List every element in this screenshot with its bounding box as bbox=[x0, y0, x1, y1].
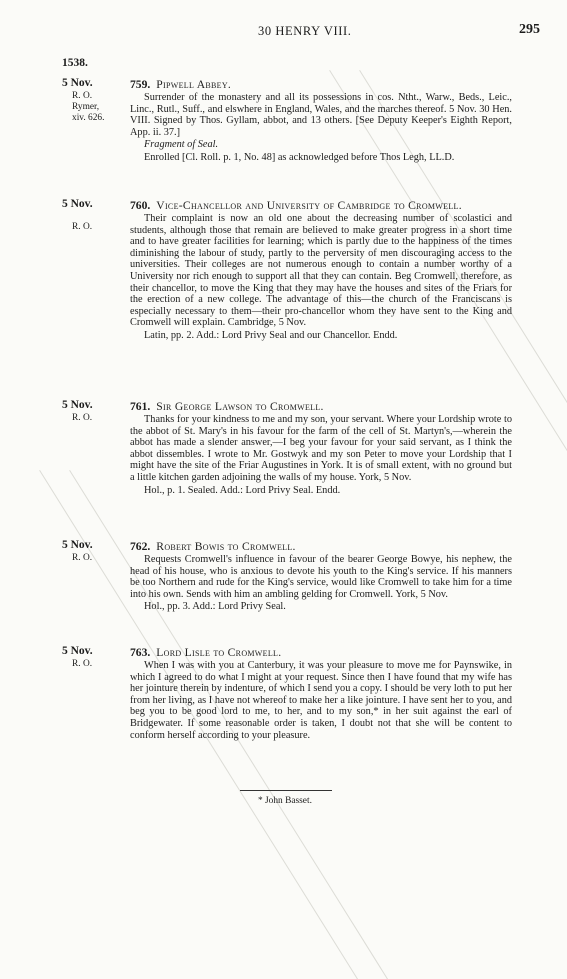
entry-endorsement: Hol., p. 1. Sealed. Add.: Lord Privy Seal. Endd. bbox=[144, 484, 341, 496]
running-header bbox=[0, 24, 567, 40]
entry-text: When I was with you at Canterbury, it was your pleasure to move me for Paynswike, in which I agreed to do what I might at your request. Since then I have found that my wife has her jointure therein by indenture, of which I send you a copy. I should be very loth to put her from her living, as I have not whereof to make her a like jointure. I have sent her to you, and beg you to be good lord to me, to her, and to my son,* in her suit against the earl of Bridgewater. If some reasonable order is taken, I doubt not that she will be content to conform herself according to your pleasure. bbox=[130, 660, 512, 741]
entry-text: Thanks for your kindness to me and my son, your servant. Where your Lordship wrote to the abbot of St. Mary's in his favour for the farm of the cell of St. Martyn's,—wherein the abbot has made a slender answer,—I beg your favour for your said servant, as I think the abbot dissembles. I wrote to Mr. Gostwyk and my son Peter to move your Lordship that I might have the site of the Friar Augustines in York. It is of small extent, with no ground but a little kitchen garden adjoining the walls of my house. York, 5 Nov. bbox=[130, 414, 512, 483]
source-ref: R. O. bbox=[72, 659, 93, 669]
entry-number: 763. bbox=[130, 646, 151, 659]
entry-body bbox=[130, 78, 512, 164]
footnote-rule bbox=[240, 790, 332, 791]
page-number: 295 bbox=[519, 22, 540, 37]
source-ref: xiv. 626. bbox=[72, 113, 105, 123]
entry-date: 5 Nov. bbox=[62, 77, 93, 89]
entry-heading bbox=[130, 646, 512, 659]
entry-date: 5 Nov. bbox=[62, 539, 93, 551]
margin-reference bbox=[62, 78, 120, 124]
entry-number: 761. bbox=[130, 400, 151, 413]
entry-heading bbox=[130, 540, 512, 553]
entry-title: Lord Lisle to Cromwell. bbox=[156, 646, 282, 659]
entry-title: Sir George Lawson to Cromwell. bbox=[156, 400, 324, 413]
entry-number: 762. bbox=[130, 540, 151, 553]
entry-note: Enrolled [Cl. Roll. p. 1, No. 48] as acknowledged before Thos Legh, LL.D. bbox=[144, 151, 455, 163]
entry-body bbox=[130, 540, 512, 613]
entry-heading bbox=[130, 199, 512, 212]
entry-date: 5 Nov. bbox=[62, 645, 93, 657]
entry-heading bbox=[130, 400, 512, 413]
entry-text: Requests Cromwell's influence in favour of the bearer George Bowye, his nephew, the head of his house, who is anxious to devote his youth to the King's service. If his manners be too Northern and rude for the King's service, would like Cromwell to take him for a time into his own. Sends with him an ambling gelding for Cromwell. York, 5 Nov. bbox=[130, 554, 512, 600]
entry-body bbox=[130, 646, 512, 741]
entry-note: Fragment of Seal. bbox=[144, 139, 219, 151]
entry-endorsement: Latin, pp. 2. Add.: Lord Privy Seal and our Chancellor. Endd. bbox=[144, 329, 398, 341]
entry-title: Robert Bowis to Cromwell. bbox=[156, 540, 296, 553]
entry-text: Surrender of the monastery and all its possessions in cos. Ntht., Warw., Beds., Leic., Linc., Rutl., Suff., and elswhere in England, Wales, and the marches thereof. 5 Nov. 30 Hen. VIII. Signed by Thos. Gyllam, abbot, and 13 others. [See Deputy Keeper's Eighth Report, App. ii. 37.] bbox=[130, 92, 512, 138]
source-ref: Rymer, bbox=[72, 102, 100, 112]
entry-number: 759. bbox=[130, 78, 151, 91]
entry-date: 5 Nov. bbox=[62, 198, 93, 210]
running-title: 30 HENRY VIII. bbox=[258, 24, 352, 38]
entry-body bbox=[130, 199, 512, 342]
entry-title: Vice-Chancellor and University of Cambridge to Cromwell. bbox=[156, 199, 462, 212]
source-ref: R. O. bbox=[72, 222, 93, 232]
entry-title: Pipwell Abbey. bbox=[156, 78, 232, 91]
entry-heading bbox=[130, 78, 512, 91]
margin-reference bbox=[62, 199, 120, 233]
entry-number: 760. bbox=[130, 199, 151, 212]
source-ref: R. O. bbox=[72, 553, 93, 563]
entry-body bbox=[130, 400, 512, 496]
entry-endorsement: Hol., pp. 3. Add.: Lord Privy Seal. bbox=[144, 601, 286, 613]
margin-reference bbox=[62, 400, 120, 424]
source-ref: R. O. bbox=[72, 91, 93, 101]
source-ref: R. O. bbox=[72, 413, 93, 423]
entry-text: Their complaint is now an old one about the decreasing number of scolastici and students, although those that remain are believed to make greater progress in a short time and to have greater facilities for learning; which is partly due to the happiness of the times diminishing the labour of study, partly to the perversity of men discouraging access to the universities. Their colleges are not numerous enough to contain a number worthy of a University nor rich enough to support all that they can contain. Beg Cromwell, therefore, as their chancellor, to move the King that they may have the houses and sites of the Friars for the erection of a new college. The advantage of this—the church of the Franciscans is especially necessary to them—their pro-chancellor whom they have sent to the King and Cromwell will explain. Cambridge, 5 Nov. bbox=[130, 213, 512, 329]
margin-reference bbox=[62, 646, 120, 670]
entry-date: 5 Nov. bbox=[62, 399, 93, 411]
year-label: 1538. bbox=[62, 57, 88, 69]
margin-reference bbox=[62, 540, 120, 564]
footnote: * John Basset. bbox=[258, 796, 312, 806]
